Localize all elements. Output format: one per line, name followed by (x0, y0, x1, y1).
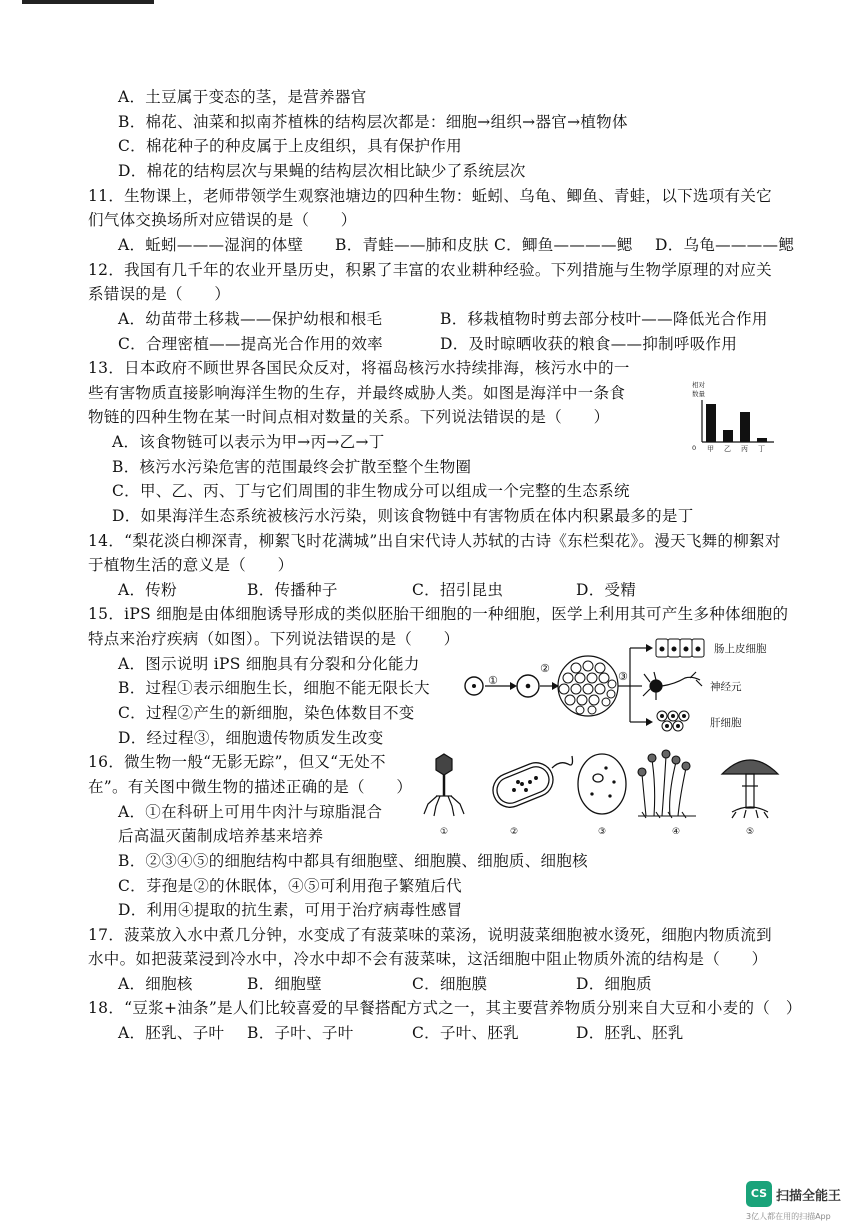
label-liver-cell: 肝细胞 (710, 717, 742, 729)
q14-stem-line1: 14．“梨花淡白柳深青，柳絮飞时花满城”出自宋代诗人苏轼的古诗《东栏梨花》。漫天飞舞的柳絮对 (88, 532, 781, 550)
q15-option-d: D．经过程③，细胞遗传物质发生改变 (118, 729, 384, 747)
microbe-label-3: ③ (598, 827, 607, 837)
camscanner-logo-icon: CS (746, 1181, 772, 1207)
mold-icon (638, 750, 696, 818)
scanner-watermark (746, 1181, 864, 1225)
q13-stem-line2: 些有害物质直接影响海洋生物的生存，并最终威胁人类。如图是海洋中一条食 (88, 384, 626, 402)
q10-option-d: D．棉花的结构层次与果蝇的结构层次相比缺少了系统层次 (118, 162, 526, 180)
q13-option-b: B．核污水污染危害的范围最终会扩散至整个生物圈 (112, 458, 472, 476)
q12-option-c: C．合理密植——提高光合作用的效率 (118, 335, 383, 353)
microbe-label-5: ⑤ (746, 827, 755, 837)
label-neuron: 神经元 (710, 681, 742, 693)
q13-option-a: A．该食物链可以表示为甲→丙→乙→丁 (112, 433, 385, 451)
q18-option-b: B．子叶、子叶 (247, 1024, 354, 1042)
microbe-label-2: ② (510, 827, 519, 837)
bacteriophage-icon (424, 754, 464, 816)
q18-stem-line1: 18．“豆浆+油条”是人们比较喜爱的早餐搭配方式之一，其主要营养物质分别来自大豆和小麦的（ ） (88, 999, 802, 1017)
mushroom-icon (722, 760, 778, 818)
chart-cat-bing: 丙 (741, 445, 748, 453)
q13-food-chain-bar-chart (690, 378, 778, 454)
q16-option-d: D．利用④提取的抗生素，可用于治疗病毒性感冒 (118, 901, 463, 919)
q18-option-c: C．子叶、胚乳 (412, 1024, 519, 1042)
q13-stem-line3: 物链的四种生物在某一时间点相对数量的关系。下列说法错误的是（ ） (88, 408, 610, 426)
microbe-label-1: ① (440, 827, 449, 837)
q17-stem-line2: 水中。如把菠菜浸到冷水中，冷水中却不会有菠菜味，这活细胞中阻止物质外流的结构是（ ） (88, 950, 768, 968)
q17-option-d: D．细胞质 (576, 975, 652, 993)
q11-option-b: B．青蛙——肺和皮肤 (335, 236, 489, 254)
step1-label: ① (488, 674, 498, 687)
q12-option-b: B．移栽植物时剪去部分枝叶——降低光合作用 (440, 310, 768, 328)
q18-option-d: D．胚乳、胚乳 (576, 1024, 684, 1042)
q10-option-a: A．土豆属于变态的茎，是营养器官 (118, 88, 367, 106)
q12-option-a: A．幼苗带土移栽——保护幼根和根毛 (118, 310, 383, 328)
chart-bar-ding (757, 438, 767, 442)
q12-stem-line2: 系错误的是（ ） (88, 285, 231, 303)
chart-cat-ding: 丁 (758, 445, 765, 453)
q16-stem-line1: 16．微生物一般“无影无踪”，但又“无处不 (88, 753, 386, 771)
microbe-label-4: ④ (672, 827, 681, 837)
q14-option-a: A．传粉 (118, 581, 177, 599)
q15-option-b: B．过程①表示细胞生长，细胞不能无限长大 (118, 679, 430, 697)
q11-option-c: C．鲫鱼————鳃 (494, 236, 633, 254)
chart-cat-jia: 甲 (707, 445, 714, 453)
q16-option-a-line1: A．①在科研上可用牛肉汁与琼脂混合 (118, 803, 383, 821)
q12-stem-line1: 12．我国有几千年的农业开垦历史，积累了丰富的农业耕种经验。下列措施与生物学原理的对应关 (88, 261, 772, 279)
q17-option-a: A．细胞核 (118, 975, 193, 993)
q15-ips-cell-diagram (460, 634, 790, 740)
step2-label: ② (540, 662, 550, 675)
chart-ylabel-part1: 相对 (692, 381, 705, 389)
chart-origin-label: 0 (692, 444, 697, 452)
q14-option-c: C．招引昆虫 (412, 581, 504, 599)
q11-option-a: A．蚯蚓———湿润的体壁 (118, 236, 304, 254)
q11-option-d: D．乌龟————鳃 (655, 236, 795, 254)
q17-stem-line1: 17．菠菜放入水中煮几分钟，水变成了有菠菜味的菜汤，说明菠菜细胞被水烫死，细胞内物质流到 (88, 926, 772, 944)
label-intestinal-epithelial: 肠上皮细胞 (714, 643, 767, 655)
q15-option-a: A．图示说明 iPS 细胞具有分裂和分化能力 (118, 655, 420, 673)
q15-option-c: C．过程②产生的新细胞，染色体数目不变 (118, 704, 415, 722)
q16-option-c: C．芽孢是②的休眠体，④⑤可利用孢子繁殖后代 (118, 877, 462, 895)
q13-stem-line1: 13．日本政府不顾世界各国民众反对，将福岛核污水持续排海，核污水中的一 (88, 359, 630, 377)
q11-stem-line1: 11．生物课上，老师带领学生观察池塘边的四种生物：蚯蚓、乌龟、鲫鱼、青蛙，以下选项有关它 (88, 187, 772, 205)
neuron-cell (643, 672, 702, 700)
chart-bar-jia (706, 404, 716, 442)
q14-option-d: D．受精 (576, 581, 637, 599)
watermark-app-name: 扫描全能王 (776, 1189, 842, 1204)
q15-stem-line1: 15．iPS 细胞是由体细胞诱导形成的类似胚胎干细胞的一种细胞，医学上利用其可产生多种体细胞的 (88, 605, 789, 623)
step3-label: ③ (618, 670, 628, 683)
q17-option-b: B．细胞壁 (247, 975, 322, 993)
chart-ylabel-part2: 数量 (692, 390, 705, 398)
chart-bar-bing (740, 412, 750, 442)
liver-cells (657, 711, 689, 731)
q14-option-b: B．传播种子 (247, 581, 338, 599)
q16-microorganisms-figure (406, 746, 794, 838)
q16-option-b: B．②③④⑤的细胞结构中都具有细胞壁、细胞膜、细胞质、细胞核 (118, 852, 588, 870)
q15-stem-line2: 特点来治疗疾病（如图）。下列说法错误的是（ ） (88, 630, 460, 648)
q10-option-b: B．棉花、油菜和拟南芥植株的结构层次都是：细胞→组织→器官→植物体 (118, 113, 628, 131)
q18-option-a: A．胚乳、子叶 (118, 1024, 225, 1042)
top-edge-bar (22, 0, 154, 4)
q13-option-c: C．甲、乙、丙、丁与它们周围的非生物成分可以组成一个完整的生态系统 (112, 482, 630, 500)
q10-option-c: C．棉花种子的种皮属于上皮组织，具有保护作用 (118, 137, 462, 155)
chart-cat-yi: 乙 (724, 445, 731, 453)
q16-stem-line2: 在”。有关图中微生物的描述正确的是（ ） (88, 778, 413, 796)
q13-option-d: D．如果海洋生态系统被核污水污染，则该食物链中有害物质在体内积累最多的是丁 (112, 507, 694, 525)
q16-option-a-line2: 后高温灭菌制成培养基来培养 (118, 827, 324, 845)
q12-option-d: D．及时晾晒收获的粮食——抑制呼吸作用 (440, 335, 738, 353)
chart-bar-yi (723, 430, 733, 442)
watermark-tagline: 3亿人都在用的扫描App (746, 1212, 831, 1221)
q17-option-c: C．细胞膜 (412, 975, 488, 993)
bacterium-icon (488, 756, 573, 812)
yeast-cell-icon (578, 754, 626, 814)
q14-stem-line2: 于植物生活的意义是（ ） (88, 556, 294, 574)
q11-stem-line2: 们气体交换场所对应错误的是（ ） (88, 211, 357, 229)
intestinal-epithelial-cells (656, 639, 704, 657)
